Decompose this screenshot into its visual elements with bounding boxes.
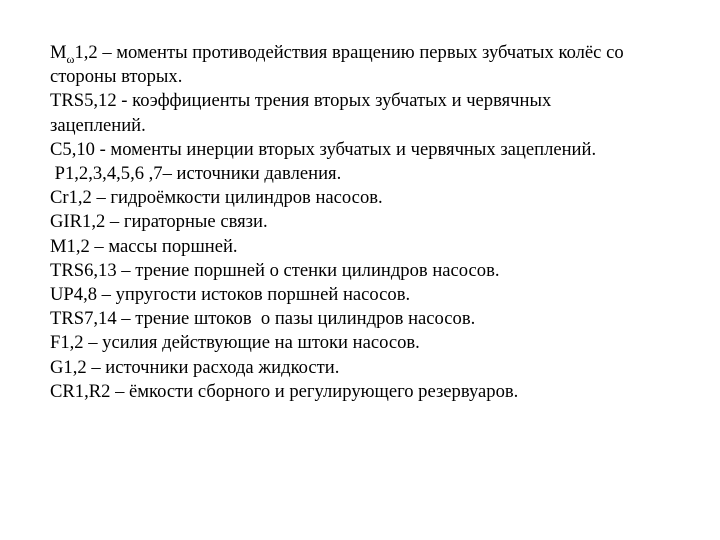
legend-text (50, 41, 690, 404)
legend-line: P1,2,3,4,5,6 ,7– источники давления. (50, 163, 342, 185)
legend-line: F1,2 – усилия действующие на штоки насосов. (50, 332, 420, 354)
legend-line: GIR1,2 – гираторные связи. (50, 211, 268, 233)
legend-line: зацеплений. (50, 114, 146, 136)
legend-line: G1,2 – источники расхода жидкости. (50, 356, 340, 378)
legend-line: TRS7,14 – трение штоков о пазы цилиндров насосов. (50, 308, 476, 330)
legend-line (50, 41, 690, 65)
legend-line: M1,2 – массы поршней. (50, 235, 238, 257)
legend-line: CR1,R2 – ёмкости сборного и регулирующего резервуаров. (50, 380, 519, 402)
omega-subscript: ω (66, 52, 75, 66)
legend-line: UP4,8 – упругости истоков поршней насосов. (50, 284, 411, 306)
legend-line-prefix: M (50, 42, 67, 63)
legend-line: Cr1,2 – гидроёмкости цилиндров насосов. (50, 187, 383, 209)
legend-line: TRS5,12 - коэффициенты трения вторых зубчатых и червячных (50, 90, 552, 112)
legend-line: C5,10 - моменты инерции вторых зубчатых и червячных зацеплений. (50, 138, 597, 160)
legend-line: стороны вторых. (50, 66, 183, 88)
legend-line: TRS6,13 – трение поршней о стенки цилиндров насосов. (50, 259, 500, 281)
legend-line-text: 1,2 – моменты противодействия вращению первых зубчатых колёс со (74, 42, 624, 63)
